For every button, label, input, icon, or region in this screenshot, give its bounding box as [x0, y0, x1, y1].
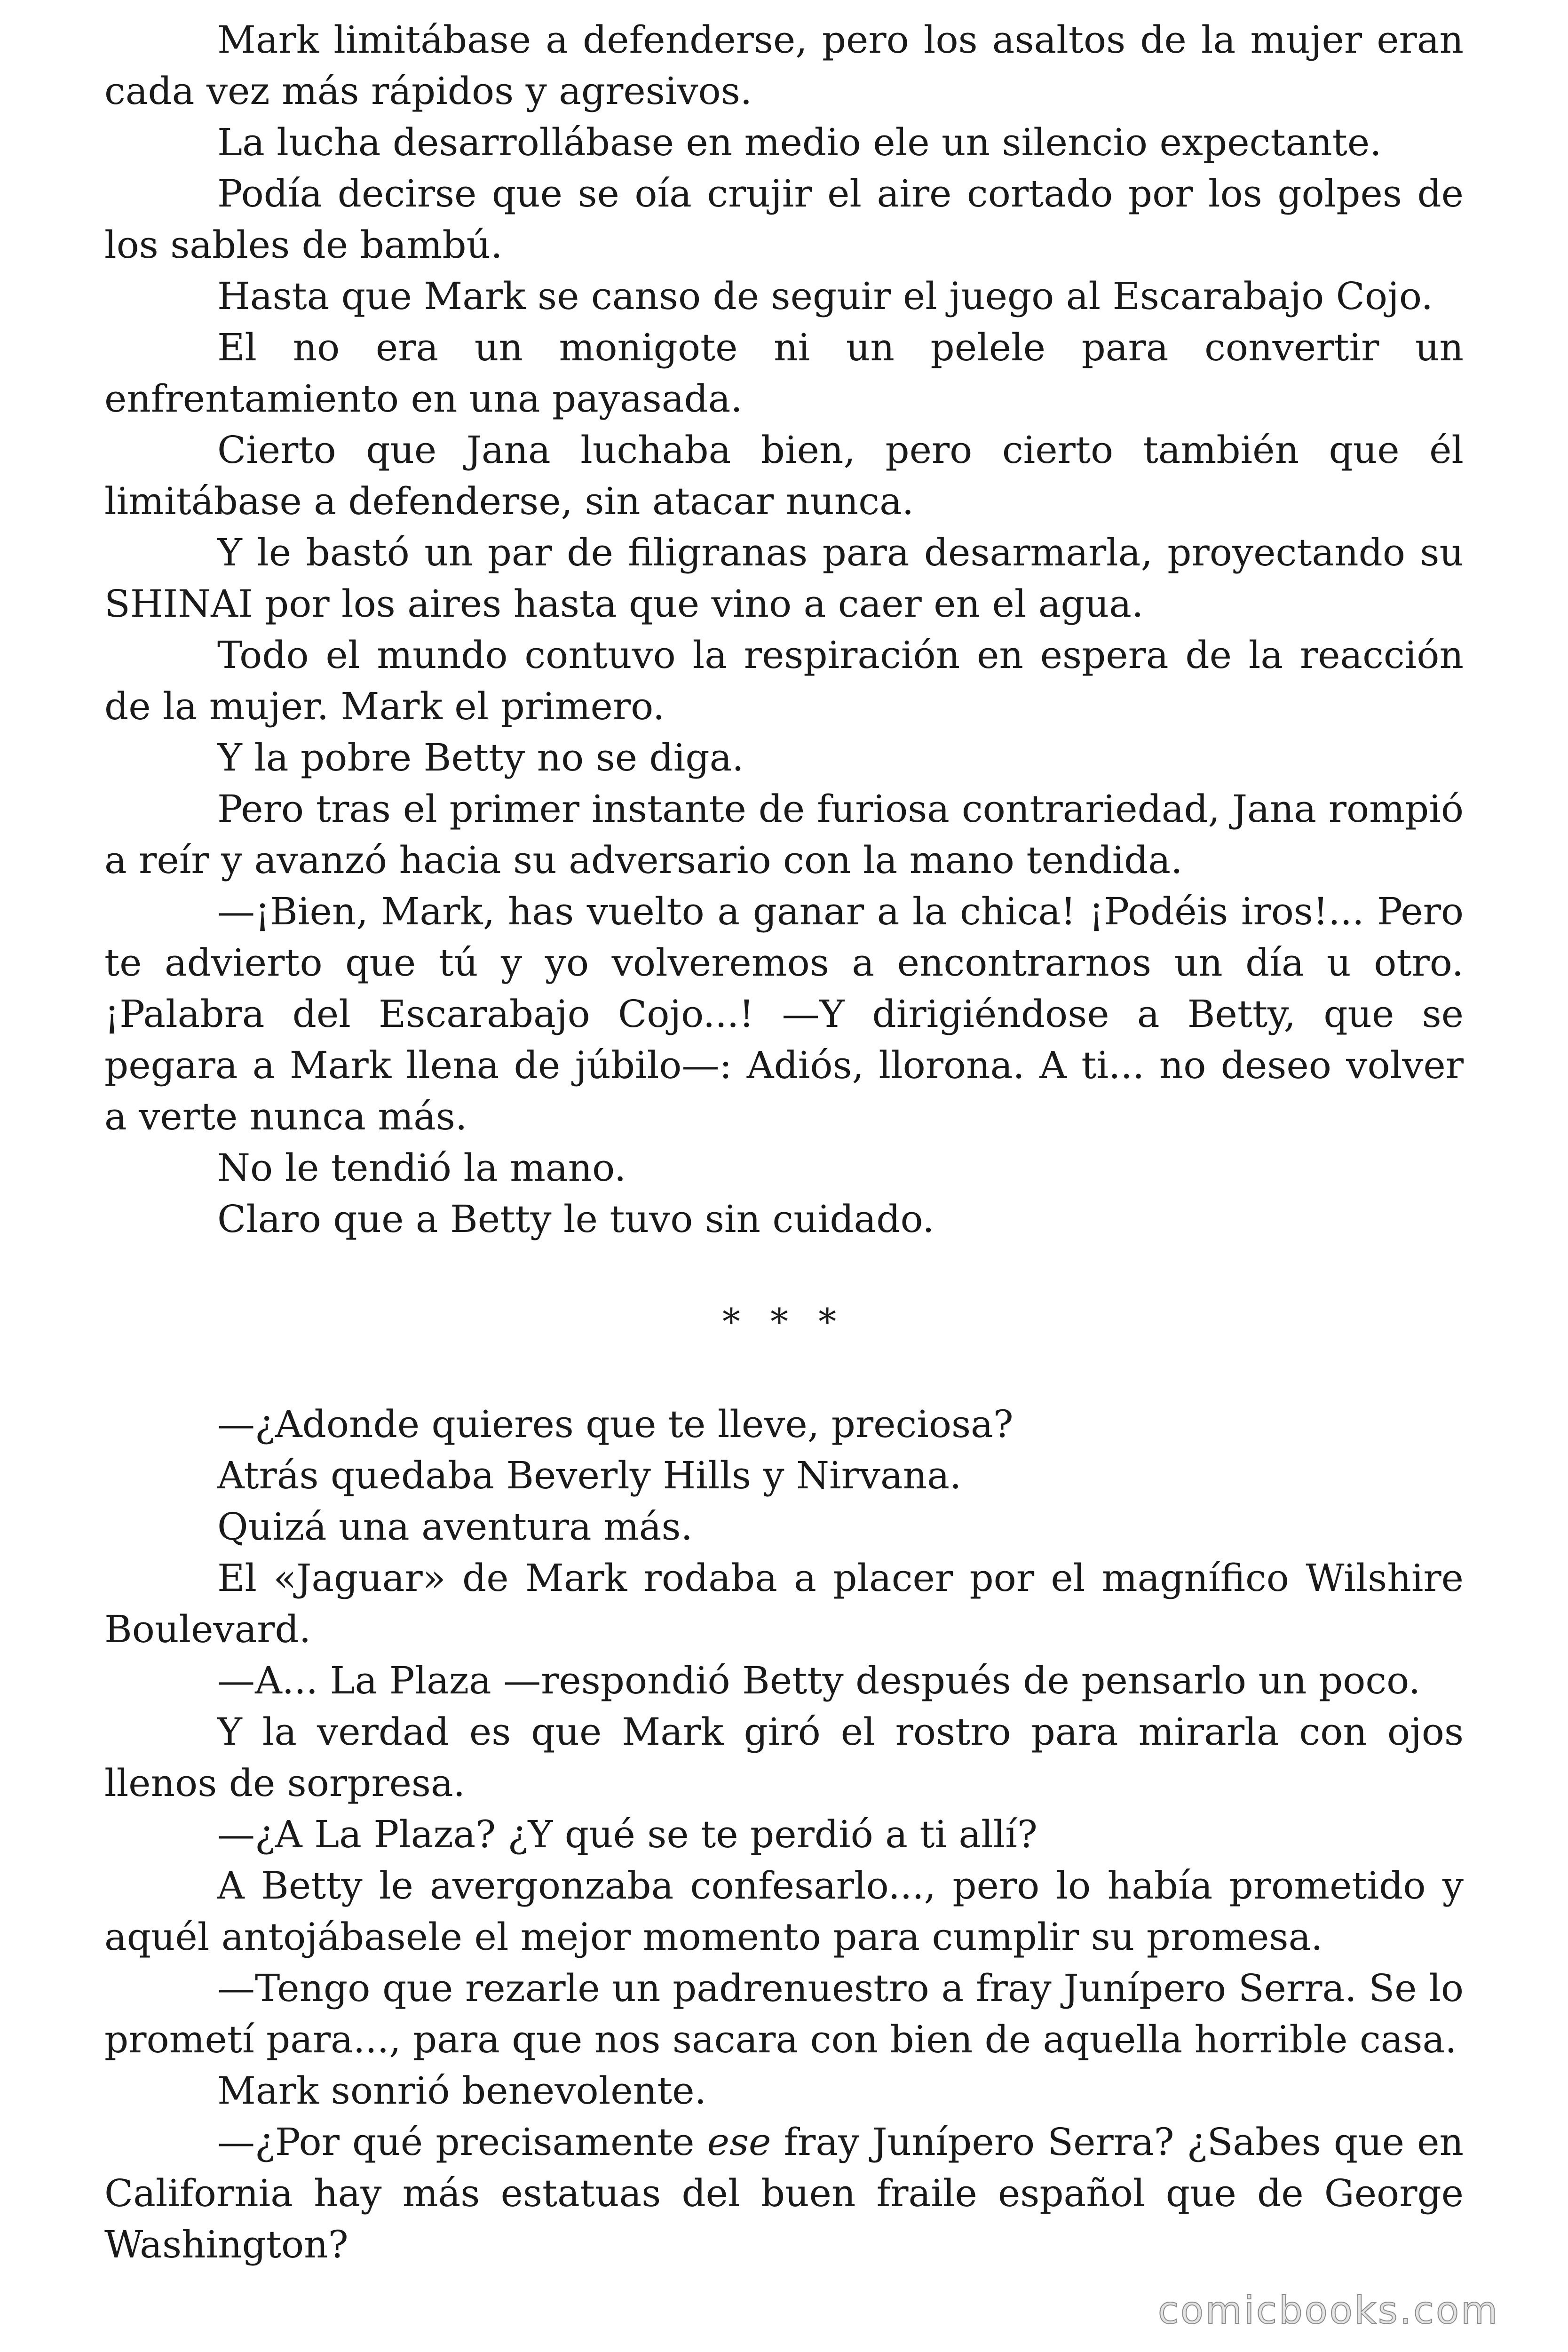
- paragraph: Y le bastó un par de filigranas para desarmarla, proyectando su SHINAI por los aires hasta que vino a caer en el agua.: [104, 531, 1464, 626]
- paragraph: El «Jaguar» de Mark rodaba a placer por el magnífico Wilshire Boulevard.: [104, 1556, 1464, 1651]
- paragraph: Quizá una aventura más.: [217, 1505, 693, 1549]
- paragraph: Y la pobre Betty no se diga.: [217, 736, 744, 779]
- paragraph: Podía decirse que se oía crujir el aire cortado por los golpes de los sables de bambú.: [104, 172, 1464, 267]
- paragraph: —¿Adonde quieres que te lleve, preciosa?: [217, 1402, 1014, 1446]
- paragraph: Cierto que Jana luchaba bien, pero cierto también que él limitábase a defenderse, sin atacar nunca.: [104, 428, 1464, 523]
- paragraph: —A... La Plaza —respondió Betty después de pensarlo un poco.: [217, 1659, 1421, 1702]
- paragraph: Claro que a Betty le tuvo sin cuidado.: [217, 1197, 934, 1241]
- paragraph: Todo el mundo contuvo la respiración en espera de la reacción de la mujer. Mark el primero.: [104, 633, 1464, 728]
- paragraph: Y la verdad es que Mark giró el rostro para mirarla con ojos llenos de sorpresa.: [104, 1710, 1464, 1805]
- text-run: fray Junípero Serra? ¿Sabes que en California hay más estatuas del buen fraile español que de George Washington?: [104, 2120, 1464, 2266]
- watermark: comicbooks.com: [1157, 2288, 1499, 2332]
- text-run: —¿Por qué precisamente: [217, 2120, 707, 2164]
- paragraph: Atrás quedaba Beverly Hills y Nirvana.: [217, 1454, 962, 1497]
- paragraph: Mark limitábase a defenderse, pero los asaltos de la mujer eran cada vez más rápidos y agresivos.: [104, 18, 1464, 113]
- page-text: [104, 14, 1464, 2270]
- paragraph: A Betty le avergonzaba confesarlo..., pero lo había prometido y aquél antojábasele el mejor momento para cumplir su promesa.: [104, 1864, 1464, 1959]
- emphasized-word: ese: [707, 2120, 771, 2164]
- paragraph: Mark sonrió benevolente.: [217, 2069, 707, 2113]
- paragraph: El no era un monigote ni un pelele para convertir un enfrentamiento en una payasada.: [104, 326, 1464, 421]
- paragraph: —Tengo que rezarle un padrenuestro a fray Junípero Serra. Se lo prometí para..., para que nos sacara con bien de aquella horrible casa.: [104, 1966, 1464, 2061]
- paragraph-with-emphasis: [104, 2116, 1464, 2270]
- paragraph: La lucha desarrollábase en medio ele un silencio expectante.: [217, 120, 1382, 164]
- paragraph: Pero tras el primer instante de furiosa contrariedad, Jana rompió a reír y avanzó hacia su adversario con la mano tendida.: [104, 787, 1464, 882]
- paragraph: —¿A La Plaza? ¿Y qué se te perdió a ti allí?: [217, 1812, 1037, 1856]
- section-separator: * * *: [722, 1301, 846, 1343]
- paragraph: —¡Bien, Mark, has vuelto a ganar a la chica! ¡Podéis iros!... Pero te advierto que tú y yo volveremos a encontrarnos un día u otro. ¡Palabra del Escarabajo Cojo...! —Y dirigiéndose a Betty, que se pegara a Mark llena de júbilo—: Adiós, llorona. A ti... no deseo volver a verte nunca más.: [104, 890, 1464, 1138]
- paragraph: Hasta que Mark se canso de seguir el juego al Escarabajo Cojo.: [217, 274, 1433, 318]
- paragraph: No le tendió la mano.: [217, 1146, 626, 1190]
